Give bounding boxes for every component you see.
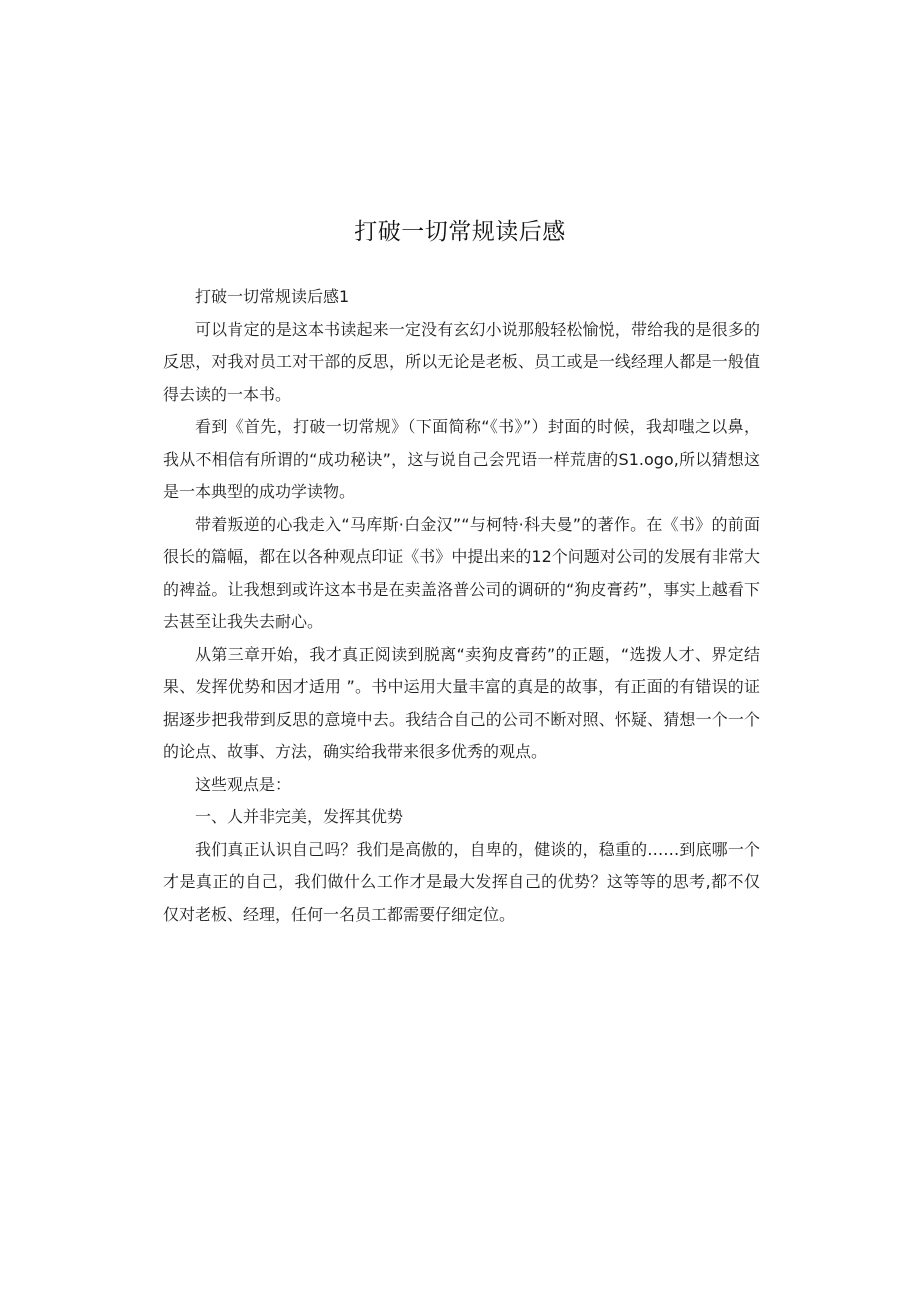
- paragraph-intro: 可以肯定的是这本书读起来一定没有玄幻小说那般轻松愉悦，带给我的是很多的反思，对我对员工对干部的反思，所以无论是老板、员工或是一线经理人都是一般值得去读的一本书。: [163, 319, 760, 404]
- paragraph-point-one-heading: 一、人并非完美，发挥其优势: [195, 807, 404, 826]
- document-body: [163, 281, 760, 931]
- paragraph-subtitle: 打破一切常规读后感1: [195, 287, 350, 306]
- paragraph-cover-impression: 看到《首先，打破一切常规》（下面简称“《书》”）封面的时候，我却嗤之以鼻，我从不相信有所谓的“成功秘诀”，这与说自己会咒语一样荒唐的S1.ogo,所以猜想这是一本典型的成功学读物。: [163, 417, 760, 501]
- paragraph-chapter-three: 从第三章开始，我才真正阅读到脱离“卖狗皮膏药”的正题，“选拨人才、界定结果、发挥优势和因才适用 ”。书中运用大量丰富的真是的故事，有正面的有错误的证据逐步把我带到反思的意境中去。我结合自己的公司不断对照、怀疑、猜想一个一个的论点、故事、方法，确实给我带来很多优秀的观点。: [163, 644, 760, 761]
- paragraph-viewpoints-intro: 这些观点是：: [195, 774, 292, 794]
- paragraph-rebellious-reading: 带着叛逆的心我走入“马库斯·白金汉”“与柯特·科夫曼”的著作。在《书》的前面很长的篇幅，都在以各种观点印证《书》中提出来的12个问题对公司的发展有非常大的裨益。让我想到或许这本书是在卖盖洛普公司的调研的“狗皮膏药”，事实上越看下去甚至让我失去耐心。: [163, 514, 760, 631]
- document-title: 打破一切常规读后感: [354, 219, 566, 245]
- paragraph-self-knowledge: 我们真正认识自己吗？我们是高傲的，自卑的，健谈的，稳重的……到底哪一个才是真正的自己，我们做什么工作才是最大发挥自己的优势？这等等的思考,都不仅仅对老板、经理，任何一名员工都需要仔细定位。: [163, 839, 760, 924]
